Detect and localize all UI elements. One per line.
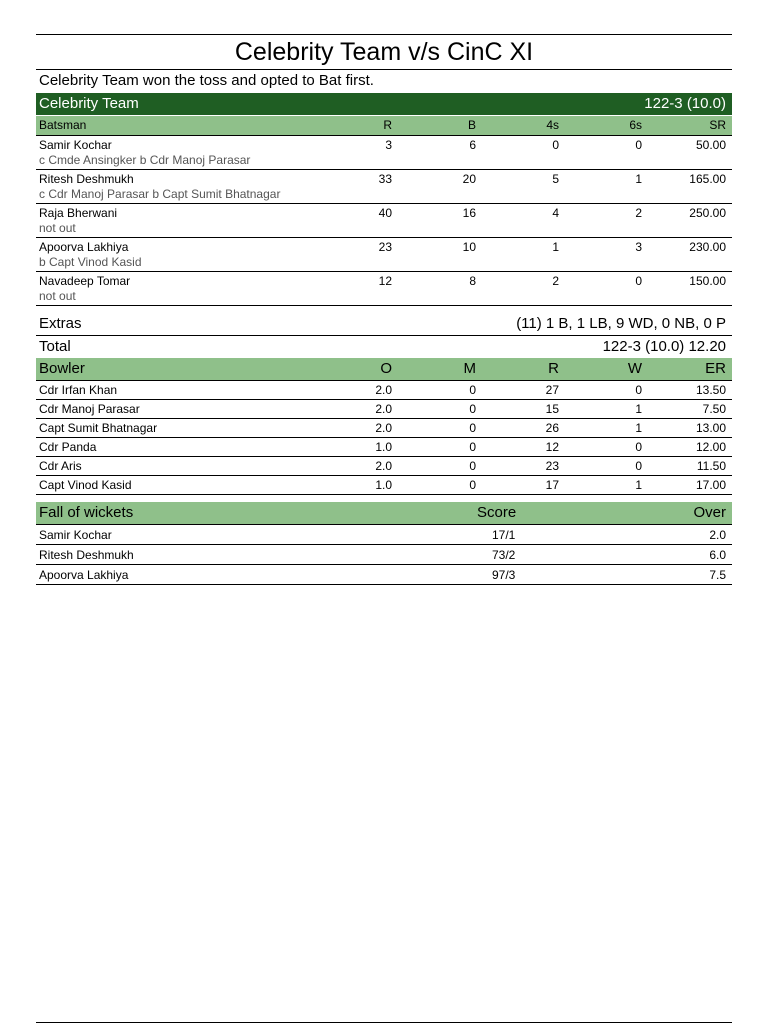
overs: 2.0 <box>375 402 392 416</box>
fall-of-wicket-row <box>36 565 732 585</box>
maidens: 0 <box>469 440 476 454</box>
runs-header: R <box>383 118 392 132</box>
sixes: 2 <box>635 206 642 220</box>
overs: 2.0 <box>375 459 392 473</box>
dismissal-text: c Cmde Ansingker b Cdr Manoj Parasar <box>39 153 251 167</box>
bowler-name: Cdr Aris <box>39 459 82 473</box>
balls-header: B <box>467 118 476 132</box>
fours: 2 <box>552 274 559 288</box>
dismissal-text: not out <box>39 289 76 303</box>
bowling-row <box>36 476 732 495</box>
fow-over-header: Over <box>693 504 726 521</box>
runs: 23 <box>378 240 392 254</box>
economy-rate: 11.50 <box>696 459 726 473</box>
bowler-name: Capt Sumit Bhatnagar <box>39 421 158 435</box>
economy-header: ER <box>705 360 726 377</box>
runs: 3 <box>385 138 392 152</box>
strike-rate: 50.00 <box>695 138 726 152</box>
balls: 8 <box>469 274 476 288</box>
fall-of-wicket-row <box>36 545 732 565</box>
batting-table <box>36 136 732 306</box>
wickets: 0 <box>635 440 642 454</box>
dismissal-text: not out <box>39 221 76 235</box>
economy-rate: 7.50 <box>702 402 726 416</box>
batting-row <box>36 170 732 204</box>
sixes-header: 6s <box>629 118 642 132</box>
overs: 1.0 <box>375 440 392 454</box>
fow-batsman: Samir Kochar <box>39 528 112 542</box>
wickets: 1 <box>635 402 642 416</box>
bowler-name: Capt Vinod Kasid <box>39 478 132 492</box>
bowling-row <box>36 419 732 438</box>
extras-value: (11) 1 B, 1 LB, 9 WD, 0 NB, 0 P <box>516 315 726 332</box>
toss-result: Celebrity Team won the toss and opted to Bat first. <box>39 72 374 89</box>
overs: 2.0 <box>375 421 392 435</box>
fow-over: 7.5 <box>709 568 726 582</box>
sixes: 0 <box>635 138 642 152</box>
fow-over: 6.0 <box>709 548 726 562</box>
batting-header-row <box>36 116 732 136</box>
batting-row <box>36 136 732 170</box>
fours: 5 <box>552 172 559 186</box>
strike-rate: 165.00 <box>689 172 726 186</box>
sixes: 3 <box>635 240 642 254</box>
fow-score: 97/3 <box>492 568 516 582</box>
wickets: 1 <box>635 478 642 492</box>
innings-score: 122-3 (10.0) <box>644 95 726 112</box>
economy-rate: 13.50 <box>695 383 726 397</box>
fow-score-header: Score <box>477 504 517 521</box>
innings-team-name: Celebrity Team <box>39 95 139 112</box>
sixes: 0 <box>635 274 642 288</box>
total-value: 122-3 (10.0) 12.20 <box>602 338 726 355</box>
batting-row <box>36 204 732 238</box>
overs-header: O <box>380 360 392 377</box>
innings-header <box>36 93 732 115</box>
bowling-row <box>36 400 732 419</box>
economy-rate: 13.00 <box>695 421 726 435</box>
bottom-rule <box>36 1022 732 1023</box>
extras-row <box>36 313 732 336</box>
economy-rate: 12.00 <box>695 440 726 454</box>
runs-conceded: 12 <box>545 440 559 454</box>
sixes: 1 <box>635 172 642 186</box>
maidens: 0 <box>469 421 476 435</box>
runs-conceded: 26 <box>545 421 559 435</box>
batsman-name: Apoorva Lakhiya <box>39 240 129 254</box>
fall-of-wickets-header: Fall of wickets <box>39 504 134 521</box>
strike-rate: 150.00 <box>689 274 726 288</box>
fall-of-wicket-row <box>36 525 732 545</box>
maidens: 0 <box>469 383 476 397</box>
wickets-header: W <box>627 360 642 377</box>
strike-rate-header: SR <box>709 118 726 132</box>
dismissal-text: c Cdr Manoj Parasar b Capt Sumit Bhatnagar <box>39 187 281 201</box>
fours-header: 4s <box>546 118 559 132</box>
fours: 4 <box>552 206 559 220</box>
batting-row <box>36 272 732 306</box>
fow-score: 73/2 <box>492 548 516 562</box>
fow-batsman: Apoorva Lakhiya <box>39 568 129 582</box>
bowling-table <box>36 381 732 495</box>
runs: 40 <box>378 206 392 220</box>
batting-row <box>36 238 732 272</box>
strike-rate: 250.00 <box>689 206 726 220</box>
batsman-name: Ritesh Deshmukh <box>39 172 134 186</box>
balls: 10 <box>462 240 476 254</box>
balls: 16 <box>462 206 476 220</box>
bowler-name: Cdr Panda <box>39 440 97 454</box>
balls: 20 <box>462 172 476 186</box>
runs-conceded-header: R <box>548 360 559 377</box>
wickets: 0 <box>635 383 642 397</box>
bowler-header: Bowler <box>39 360 85 377</box>
economy-rate: 17.00 <box>695 478 726 492</box>
fow-score: 17/1 <box>492 528 516 542</box>
wickets: 1 <box>635 421 642 435</box>
batsman-name: Samir Kochar <box>39 138 112 152</box>
maidens: 0 <box>469 478 476 492</box>
fow-batsman: Ritesh Deshmukh <box>39 548 134 562</box>
bowling-row <box>36 438 732 457</box>
fours: 1 <box>552 240 559 254</box>
dismissal-text: b Capt Vinod Kasid <box>39 255 142 269</box>
total-label: Total <box>39 338 71 355</box>
bowling-header-row <box>36 358 732 381</box>
runs: 12 <box>378 274 392 288</box>
balls: 6 <box>469 138 476 152</box>
batsman-name: Navadeep Tomar <box>39 274 131 288</box>
bowler-name: Cdr Irfan Khan <box>39 383 118 397</box>
extras-label: Extras <box>39 315 82 332</box>
total-row <box>36 336 732 358</box>
fow-over: 2.0 <box>709 528 726 542</box>
overs: 1.0 <box>375 478 392 492</box>
match-title: Celebrity Team v/s CinC XI <box>36 35 732 70</box>
runs-conceded: 27 <box>545 383 559 397</box>
overs: 2.0 <box>375 383 392 397</box>
runs: 33 <box>378 172 392 186</box>
bowling-row <box>36 381 732 400</box>
maidens: 0 <box>469 459 476 473</box>
maidens-header: M <box>463 360 476 377</box>
strike-rate: 230.00 <box>689 240 726 254</box>
bowling-row <box>36 457 732 476</box>
maidens: 0 <box>469 402 476 416</box>
runs-conceded: 17 <box>545 478 559 492</box>
wickets: 0 <box>635 459 642 473</box>
runs-conceded: 23 <box>545 459 559 473</box>
bowler-name: Cdr Manoj Parasar <box>39 402 140 416</box>
runs-conceded: 15 <box>545 402 559 416</box>
batsman-header: Batsman <box>39 118 87 132</box>
fall-of-wickets-header-row <box>36 502 732 525</box>
batsman-name: Raja Bherwani <box>39 206 118 220</box>
fours: 0 <box>552 138 559 152</box>
fall-of-wickets-table <box>36 525 732 585</box>
